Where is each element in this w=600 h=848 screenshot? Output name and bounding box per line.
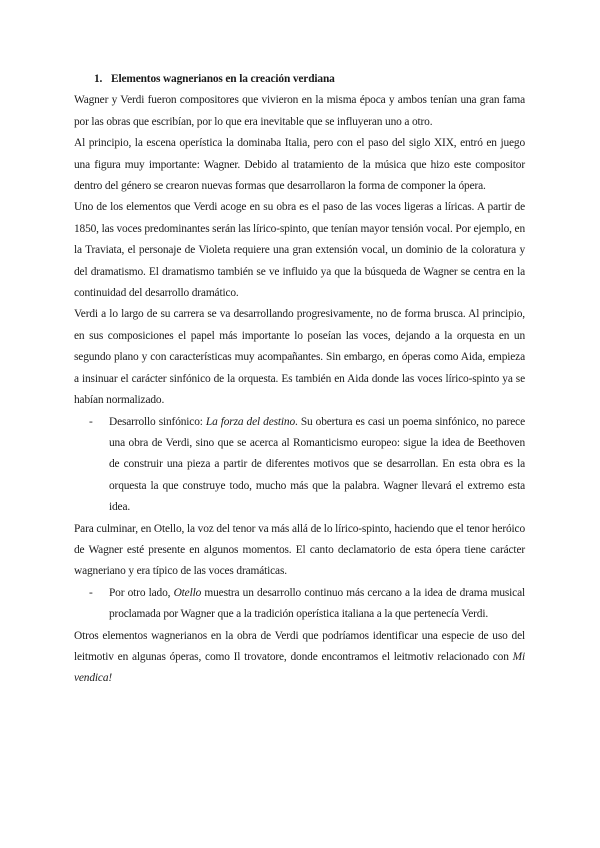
aria-title: Mi vendica! [74,650,525,685]
paragraph-context: Al principio, la escena operística la dominaba Italia, pero con el paso del siglo XIX, entró en juego una figura muy importante: Wagner. Debido al tratamiento de la música que hizo este compositor dentro del género se crearon nuevas formas que desarrollaron la forma de componer la ópera. [74,137,525,193]
bullet-item-symphonic [74,412,525,519]
bullet-text [109,412,525,519]
paragraph-evolution: Verdi a lo largo de su carrera se va desarrollando progresivamente, no de forma brusca. Al principio, en sus composiciones el papel más importante lo poseían las voces, dejando a la orquesta en un segundo plano y con características muy acompañantes. Sin embargo, en óperas como Aida, empieza a insinuar el carácter sinfónico de la orquesta. Es también en Aida donde las voces lírico-spinto ya se habían normalizado. [74,308,525,407]
bullet-suffix: . Su obertura es casi un poema sinfónico, no parece una obra de Verdi, sino que se acerca al Romanticismo europeo: sigue la idea de Beethoven de construir una pieza a partir de diferentes motivos que se desarrollan. En esta obra es la orquesta la que construye todo, mucho más que la palabra. Wagner llevará el extremo esta idea. [109,415,525,514]
bullet-prefix: Por otro lado, [109,586,174,599]
work-title: Otello [173,586,202,599]
paragraph-otello: Para culminar, en Otello, la voz del tenor va más allá de lo lírico-spinto, haciendo que el tenor heróico de Wagner esté presente en algunos momentos. El canto declamatorio de esta ópera tiene carácter wagneriano y era típico de las voces dramáticas. [74,522,525,578]
paragraph-intro: Wagner y Verdi fueron compositores que vivieron en la misma época y ambos tenían una gran fama por las obras que escribían, por lo que era inevitable que se influyeran uno a otro. [74,94,525,128]
section-number: 1. [94,73,103,85]
bullet-prefix: Desarrollo sinfónico: [109,415,206,428]
bullet-dash: - [89,586,93,599]
bullet-text [109,583,525,626]
paragraph-voices: Uno de los elementos que Verdi acoge en su obra es el paso de las voces ligeras a líricas. A partir de 1850, las voces predominantes serán las lírico-spinto, que tenían mayor tensión vocal. Por ejemplo, en la Traviata, el personaje de Violeta requiere una gran extensión vocal, un dominio de la coloratura y del dramatismo. El dramatismo también se ve influido ya que la búsqueda de Wagner se centra en la continuidad del desarrollo dramático. [74,201,525,300]
section-heading [94,69,525,90]
bullet-dash: - [89,415,93,428]
bullet-suffix: muestra un desarrollo continuo más cercano a la idea de drama musical proclamada por Wagner que a la tradición operística italiana a la que pertenecía Verdi. [109,586,525,621]
section-title: Elementos wagnerianos en la creación verdiana [111,73,335,85]
bullet-item-otello [74,583,525,626]
document-body [74,69,525,690]
paragraph-leitmotiv-text: Otros elementos wagnerianos en la obra de Verdi que podríamos identificar una especie de uso del leitmotiv en algunas óperas, como Il trovatore, donde encontramos el leitmotiv relacionado con [74,629,525,663]
work-title: La forza del destino [205,415,295,428]
paragraph-leitmotiv [74,626,525,690]
